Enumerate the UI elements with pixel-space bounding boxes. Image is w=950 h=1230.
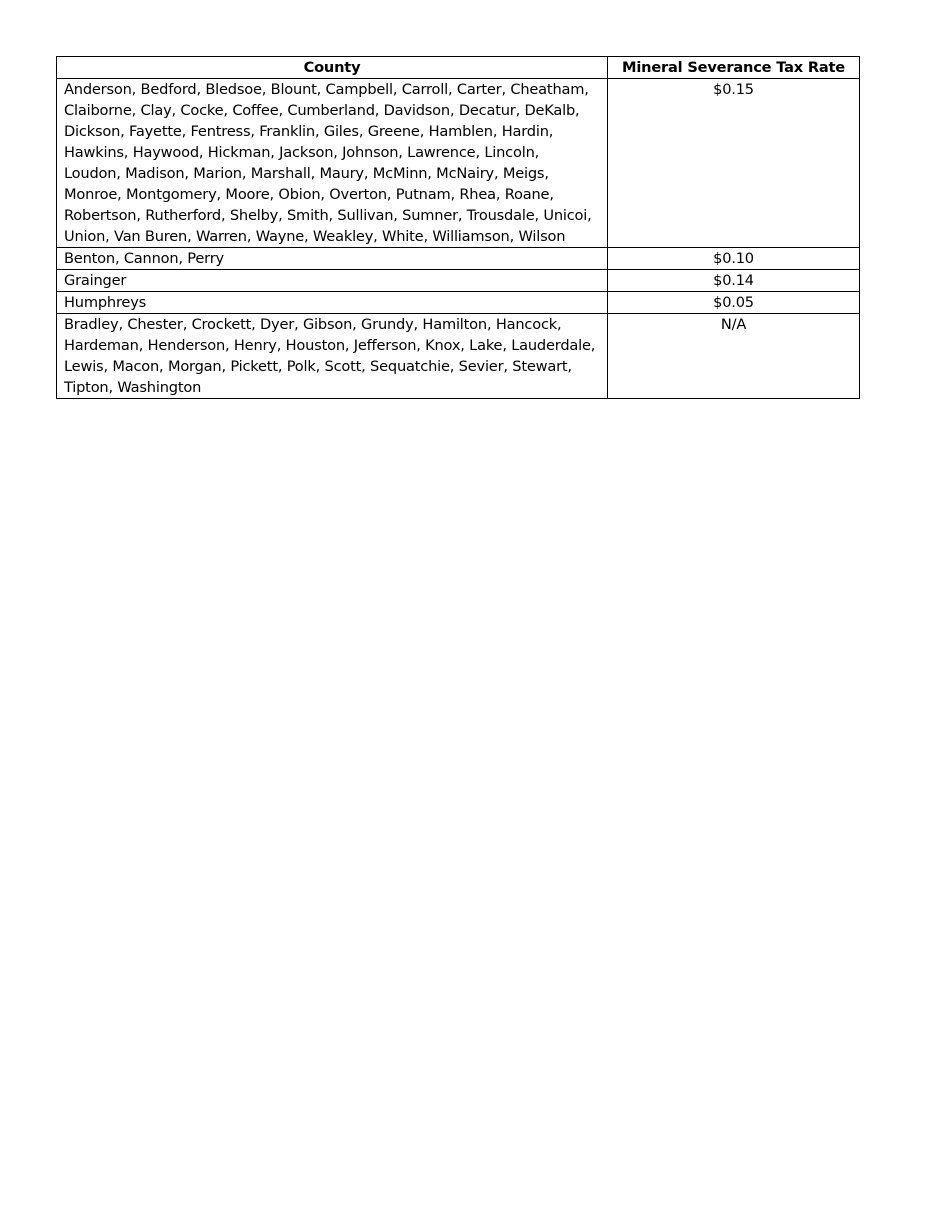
- tax-rate-cell: $0.14: [608, 270, 860, 292]
- rate-column-header: Mineral Severance Tax Rate: [608, 57, 860, 79]
- tax-rate-cell: $0.10: [608, 248, 860, 270]
- table-row: [57, 79, 860, 248]
- county-list-cell: Anderson, Bedford, Bledsoe, Blount, Campbell, Carroll, Carter, Cheatham, Claiborne, Clay, Cocke, Coffee, Cumberland, Davidson, Decatur, DeKalb, Dickson, Fayette, Fentress, Franklin, Giles, Greene, Hamblen, Hardin, Hawkins, Haywood, Hickman, Jackson, Johnson, Lawrence, Lincoln, Loudon, Madison, Marion, Marshall, Maury, McMinn, McNairy, Meigs, Monroe, Montgomery, Moore, Obion, Overton, Putnam, Rhea, Roane, Robertson, Rutherford, Shelby, Smith, Sullivan, Sumner, Trousdale, Unicoi, Union, Van Buren, Warren, Wayne, Weakley, White, Williamson, Wilson: [57, 79, 608, 248]
- tax-rate-cell: $0.05: [608, 292, 860, 314]
- table-row: [57, 248, 860, 270]
- table-header-row: [57, 57, 860, 79]
- county-list-cell: Humphreys: [57, 292, 608, 314]
- county-list-cell: Benton, Cannon, Perry: [57, 248, 608, 270]
- tax-rate-cell: $0.15: [608, 79, 860, 248]
- table-row: [57, 292, 860, 314]
- table-row: [57, 270, 860, 292]
- table-row: [57, 314, 860, 399]
- mineral-severance-tax-table: [56, 56, 860, 399]
- tax-rate-cell: N/A: [608, 314, 860, 399]
- county-list-cell: Bradley, Chester, Crockett, Dyer, Gibson, Grundy, Hamilton, Hancock, Hardeman, Henderson, Henry, Houston, Jefferson, Knox, Lake, Lauderdale, Lewis, Macon, Morgan, Pickett, Polk, Scott, Sequatchie, Sevier, Stewart, Tipton, Washington: [57, 314, 608, 399]
- county-list-cell: Grainger: [57, 270, 608, 292]
- county-column-header: County: [57, 57, 608, 79]
